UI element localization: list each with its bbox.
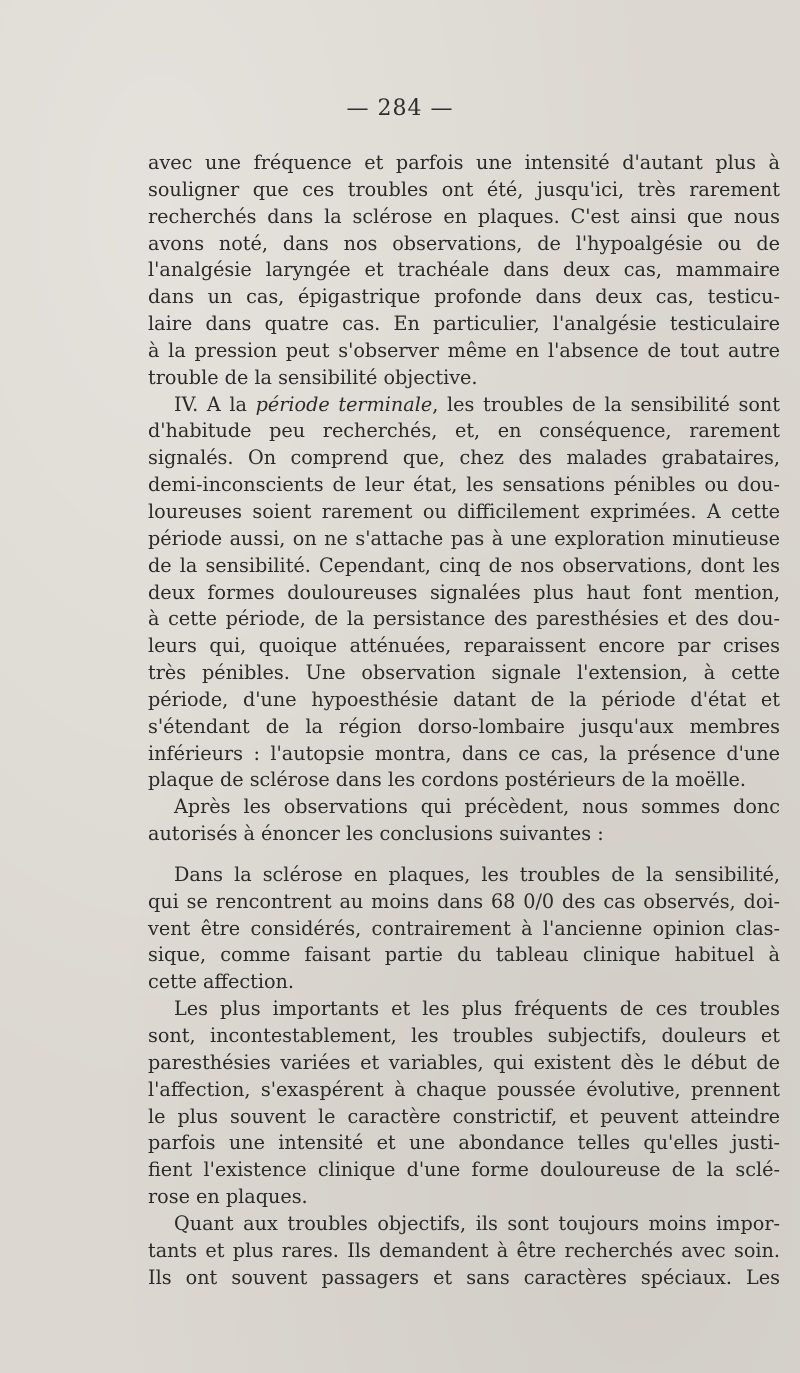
text-line: avons noté, dans nos observations, de l'hypoalgésie ou de — [148, 231, 780, 255]
page-number: — 284 — — [346, 96, 454, 121]
text-line: souligner que ces troubles ont été, jusqu'ici, très rarement — [148, 177, 780, 201]
text-line: très pénibles. Une observation signale l'extension, à cette — [148, 661, 780, 685]
text-line: trouble de la sensibilité objective. — [148, 365, 478, 389]
text-line: paresthésies variées et variables, qui existent dès le début de — [148, 1050, 780, 1074]
text-line: à la pression peut s'observer même en l'absence de tout autre — [148, 338, 780, 362]
text-line: parfois une intensité et une abondance telles qu'elles justi- — [148, 1131, 780, 1155]
text-line: inférieurs : l'autopsie montra, dans ce cas, la présence d'une — [148, 741, 780, 765]
text-line: plaque de sclérose dans les cordons postérieurs de la moëlle. — [148, 768, 746, 792]
text-line: rose en plaques. — [148, 1185, 308, 1209]
text-line: vent être considérés, contrairement à l'ancienne opinion clas- — [148, 916, 780, 940]
text-line: qui se rencontrent au moins dans 68 0/0 des cas observés, doi- — [148, 889, 780, 913]
text-line: IV. A la période terminale, les troubles de la sensibilité sont — [174, 392, 780, 416]
text-line: l'analgésie laryngée et trachéale dans deux cas, mammaire — [148, 258, 780, 282]
text-line: Dans la sclérose en plaques, les troubles de la sensibilité, — [174, 862, 780, 886]
text-line: l'affection, s'exaspérent à chaque poussée évolutive, prennent — [148, 1077, 780, 1101]
text-line: Les plus importants et les plus fréquents de ces troubles — [174, 997, 780, 1021]
text-line: loureuses soient rarement ou difficilement exprimées. A cette — [148, 499, 780, 523]
text-line: autorisés à énoncer les conclusions suivantes : — [148, 822, 604, 846]
text-line: signalés. On comprend que, chez des malades grabataires, — [148, 446, 780, 470]
text-line: sique, comme faisant partie du tableau clinique habituel à — [148, 943, 780, 967]
text-line: demi-inconscients de leur état, les sensations pénibles ou dou- — [148, 473, 780, 497]
text-line: laire dans quatre cas. En particulier, l'analgésie testiculaire — [148, 312, 780, 336]
text-line: fient l'existence clinique d'une forme douloureuse de la sclé- — [148, 1158, 780, 1182]
text-line: avec une fréquence et parfois une intensité d'autant plus à — [148, 151, 780, 174]
text-line: dans un cas, épigastrique profonde dans deux cas, testicu- — [148, 285, 780, 309]
text-line: Quant aux troubles objectifs, ils sont toujours moins impor- — [174, 1211, 780, 1235]
text-line: le plus souvent le caractère constrictif, et peuvent atteindre — [148, 1104, 780, 1128]
text-line: période aussi, on ne s'attache pas à une exploration minutieuse — [148, 526, 780, 550]
text-line: recherchés dans la sclérose en plaques. C'est ainsi que nous — [148, 204, 780, 228]
text-line: à cette période, de la persistance des paresthésies et des dou- — [148, 607, 780, 631]
text-line: Ils ont souvent passagers et sans caractères spéciaux. Les — [148, 1265, 780, 1289]
text-line: période, d'une hypoesthésie datant de la période d'état et — [148, 687, 780, 711]
text-line: d'habitude peu recherchés, et, en conséquence, rarement — [148, 419, 780, 443]
text-line: de la sensibilité. Cependant, cinq de nos observations, dont les — [148, 553, 780, 577]
text-line: cette affection. — [148, 970, 295, 994]
text-line: deux formes douloureuses signalées plus haut font mention, — [148, 580, 780, 604]
text-line: leurs qui, quoique atténuées, reparaissent encore par crises — [148, 634, 780, 658]
italic-emphasis: période terminale — [255, 392, 433, 416]
body-text — [148, 150, 780, 1291]
text-line: Après les observations qui précèdent, nous sommes donc — [174, 795, 780, 819]
paragraph-spacer — [148, 848, 780, 862]
text-line: sont, incontestablement, les troubles subjectifs, douleurs et — [148, 1024, 780, 1047]
text-line: tants et plus rares. Ils demandent à être recherchés avec soin. — [148, 1238, 780, 1262]
text-line: s'étendant de la région dorso-lombaire jusqu'aux membres — [148, 714, 780, 738]
